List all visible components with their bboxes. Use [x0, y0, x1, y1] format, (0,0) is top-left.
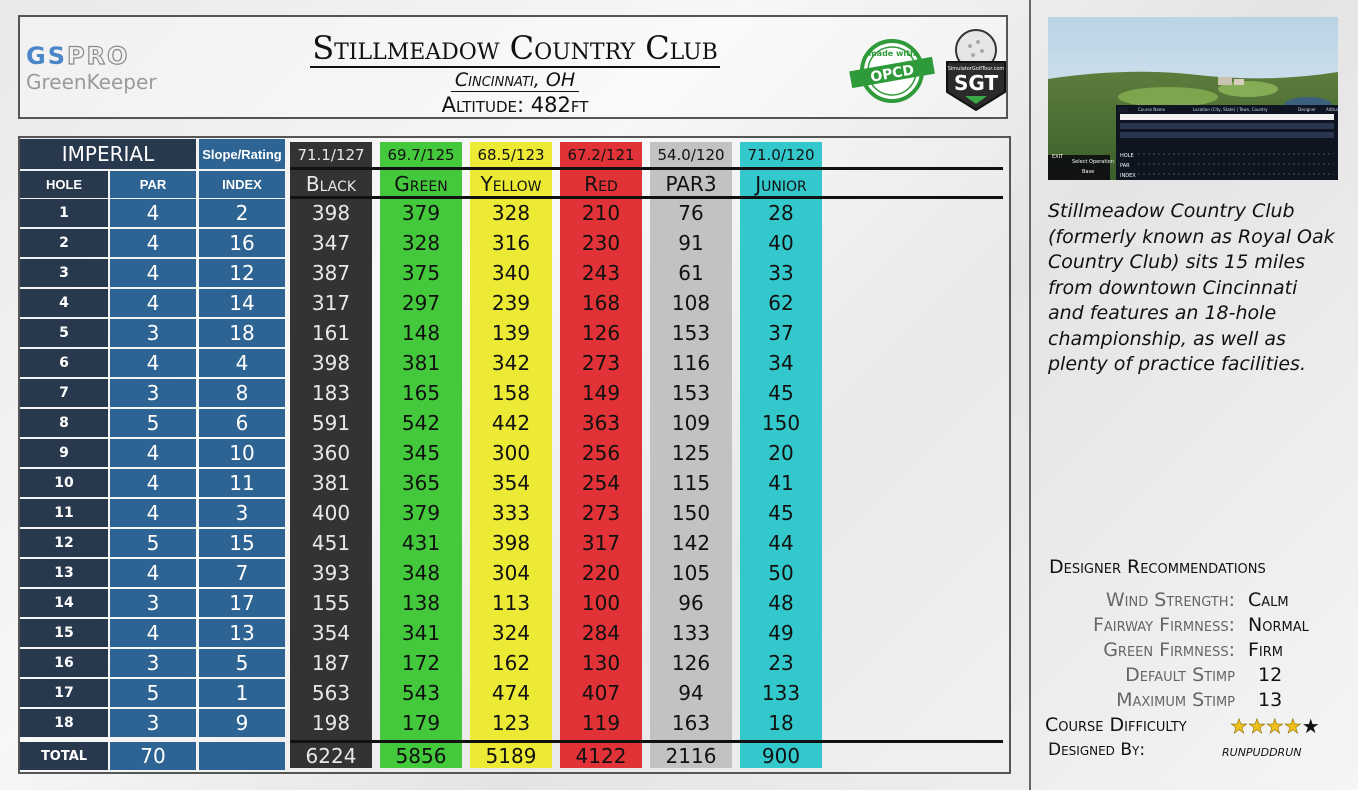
- hole-index: 2: [199, 199, 285, 227]
- table-rule: [290, 167, 1003, 170]
- tee-yardage: 297: [401, 291, 441, 315]
- hole-index: 8: [199, 379, 285, 407]
- tee-yardage: 381: [311, 471, 351, 495]
- tee-yardage: 328: [491, 201, 531, 225]
- hole-index: 13: [199, 619, 285, 647]
- tee-yardage: 33: [768, 261, 794, 285]
- table-rule: [290, 740, 1003, 743]
- tee-yardage: 431: [401, 531, 441, 555]
- tee-yardage: 172: [401, 651, 441, 675]
- tee-total: 5189: [485, 744, 537, 768]
- tee-name: Yellow: [480, 172, 542, 196]
- hole-number: 6: [20, 349, 108, 377]
- tee-yardage: 50: [768, 561, 794, 585]
- hole-number: 16: [20, 649, 108, 677]
- tee-yardage: 163: [671, 711, 711, 735]
- tee-yardage: 398: [311, 201, 351, 225]
- tee-yardage: 94: [678, 681, 704, 705]
- hole-index: 14: [199, 289, 285, 317]
- par-header: PAR: [110, 171, 196, 198]
- hole-index: 1: [199, 679, 285, 707]
- course-thumbnail: [1048, 17, 1342, 180]
- thumb-par-label: PAR: [1120, 163, 1130, 169]
- tee-rating: 67.2/121: [560, 142, 642, 167]
- thumb-designer-label: Designer: [1298, 107, 1316, 112]
- tee-yardage: 363: [581, 411, 621, 435]
- recommendation-label: Fairway Firmness:: [1092, 614, 1235, 636]
- index-header: INDEX: [199, 171, 285, 198]
- tee-column-yellow: [470, 168, 552, 768]
- tee-yardage: 317: [581, 531, 621, 555]
- recommendation-value: 12: [1258, 664, 1283, 686]
- thumb-base: Base: [1082, 169, 1095, 175]
- recommendation-label: Default Stimp: [1125, 664, 1235, 686]
- recommendation-value: 13: [1258, 689, 1283, 711]
- thumb-exit: EXIT: [1052, 154, 1064, 160]
- tee-yardage: 183: [311, 381, 351, 405]
- tee-yardage: 108: [671, 291, 711, 315]
- tee-yardage: 20: [768, 441, 794, 465]
- hole-index: 4: [199, 349, 285, 377]
- hole-par: 3: [110, 649, 196, 677]
- tee-yardage: 341: [401, 621, 441, 645]
- hole-number: 7: [20, 379, 108, 407]
- tee-yardage: 126: [671, 651, 711, 675]
- hole-par: 4: [110, 199, 196, 227]
- total-label: TOTAL: [20, 742, 108, 770]
- tee-yardage: 284: [581, 621, 621, 645]
- tee-yardage: 61: [678, 261, 704, 285]
- tee-yardage: 49: [768, 621, 794, 645]
- difficulty-label: Course Difficulty: [1045, 714, 1187, 736]
- tee-yardage: 133: [761, 681, 801, 705]
- tee-rating: 71.1/127: [290, 142, 372, 167]
- tee-yardage: 254: [581, 471, 621, 495]
- hole-number: 17: [20, 679, 108, 707]
- hole-par: 4: [110, 559, 196, 587]
- hole-index: 9: [199, 709, 285, 737]
- hole-number: 12: [20, 529, 108, 557]
- thumb-altitude-label: Altitude: [1326, 107, 1342, 112]
- tee-yardage: 40: [768, 231, 794, 255]
- tee-yardage: 109: [671, 411, 711, 435]
- tee-yardage: 442: [491, 411, 531, 435]
- recommendations-title: Designer Recommendations: [1049, 556, 1266, 578]
- tee-yardage: 407: [581, 681, 621, 705]
- tee-yardage: 155: [311, 591, 351, 615]
- hole-par: 4: [110, 469, 196, 497]
- tee-yardage: 563: [311, 681, 351, 705]
- tee-yardage: 220: [581, 561, 621, 585]
- tee-yardage: 125: [671, 441, 711, 465]
- tee-yardage: 328: [401, 231, 441, 255]
- hole-par: 5: [110, 679, 196, 707]
- tee-yardage: 91: [678, 231, 704, 255]
- tee-yardage: 149: [581, 381, 621, 405]
- hole-index: 15: [199, 529, 285, 557]
- tee-yardage: 187: [311, 651, 351, 675]
- tee-yardage: 400: [311, 501, 351, 525]
- tee-yardage: 162: [491, 651, 531, 675]
- tee-yardage: 379: [401, 201, 441, 225]
- hole-par: 4: [110, 289, 196, 317]
- tee-yardage: 591: [311, 411, 351, 435]
- thumb-course-name-label: Course Name: [1138, 107, 1166, 112]
- tee-yardage: 316: [491, 231, 531, 255]
- tee-yardage: 153: [671, 381, 711, 405]
- tee-yardage: 44: [768, 531, 794, 555]
- tee-yardage: 28: [768, 201, 794, 225]
- tee-yardage: 239: [491, 291, 531, 315]
- tee-yardage: 45: [768, 501, 794, 525]
- slope-rating-label: Slope/Rating: [199, 139, 285, 169]
- course-name: Stillmeadow Country Club: [312, 29, 718, 67]
- panel-divider: [1029, 0, 1031, 790]
- hole-par: 3: [110, 709, 196, 737]
- hole-index: 3: [199, 499, 285, 527]
- hole-par: 4: [110, 259, 196, 287]
- tee-yardage: 198: [311, 711, 351, 735]
- tee-column-black: [290, 168, 372, 768]
- hole-index: 7: [199, 559, 285, 587]
- hole-par: 3: [110, 589, 196, 617]
- hole-index: 17: [199, 589, 285, 617]
- designed-by-label: Designed By:: [1048, 740, 1146, 760]
- tee-yardage: 474: [491, 681, 531, 705]
- recommendation-label: Maximum Stimp: [1116, 689, 1235, 711]
- hole-number: 4: [20, 289, 108, 317]
- tee-yardage: 256: [581, 441, 621, 465]
- thumb-hole-label: HOLE: [1120, 153, 1134, 159]
- recommendation-value: Firm: [1248, 639, 1284, 661]
- tee-total: 2116: [665, 744, 717, 768]
- tee-yardage: 113: [491, 591, 531, 615]
- tee-rating: 71.0/120: [740, 142, 822, 167]
- hole-number: 2: [20, 229, 108, 257]
- hole-par: 4: [110, 439, 196, 467]
- hole-index: 5: [199, 649, 285, 677]
- hole-par: 3: [110, 319, 196, 347]
- tee-total: 5856: [395, 744, 447, 768]
- tee-yardage: 375: [401, 261, 441, 285]
- hole-index: 6: [199, 409, 285, 437]
- tee-yardage: 158: [491, 381, 531, 405]
- tee-yardage: 34: [768, 351, 794, 375]
- tee-yardage: 348: [401, 561, 441, 585]
- tee-yardage: 379: [401, 501, 441, 525]
- tee-yardage: 62: [768, 291, 794, 315]
- hole-number: 5: [20, 319, 108, 347]
- star-filled-icon: ★: [1247, 714, 1266, 738]
- course-altitude: Altitude: 482ft: [441, 93, 589, 117]
- hole-number: 1: [20, 199, 108, 227]
- tee-yardage: 210: [581, 201, 621, 225]
- hole-par: 4: [110, 499, 196, 527]
- opcd-top-text: made with: [868, 49, 916, 58]
- tee-yardage: 115: [671, 471, 711, 495]
- tee-yardage: 273: [581, 351, 621, 375]
- hole-header: HOLE: [20, 171, 108, 198]
- tee-yardage: 139: [491, 321, 531, 345]
- tee-name: PAR3: [665, 172, 717, 196]
- hole-index: 16: [199, 229, 285, 257]
- hole-number: 8: [20, 409, 108, 437]
- hole-par: 5: [110, 529, 196, 557]
- tee-yardage: 347: [311, 231, 351, 255]
- hole-par: 4: [110, 349, 196, 377]
- tee-column-green: [380, 168, 462, 768]
- hole-number: 15: [20, 619, 108, 647]
- tee-yardage: 168: [581, 291, 621, 315]
- tee-yardage: 48: [768, 591, 794, 615]
- tee-name: Green: [394, 172, 448, 196]
- tee-name: Black: [305, 172, 357, 196]
- tee-total: 4122: [575, 744, 627, 768]
- opcd-text: OPCD: [869, 62, 916, 86]
- hole-par: 5: [110, 409, 196, 437]
- imperial-label: IMPERIAL: [20, 139, 196, 169]
- tee-column-par3: [650, 168, 732, 768]
- tee-name: Red: [584, 172, 618, 196]
- tee-yardage: 126: [581, 321, 621, 345]
- tee-yardage: 398: [491, 531, 531, 555]
- thumb-index-label: INDEX: [1120, 173, 1136, 179]
- tee-yardage: 153: [671, 321, 711, 345]
- tee-yardage: 150: [671, 501, 711, 525]
- tee-yardage: 354: [311, 621, 351, 645]
- recommendation-label: Wind Strength:: [1105, 589, 1235, 611]
- tee-rating: 54.0/120: [650, 142, 732, 167]
- tee-yardage: 123: [491, 711, 531, 735]
- hole-number: 13: [20, 559, 108, 587]
- hole-par: 4: [110, 619, 196, 647]
- tee-yardage: 100: [581, 591, 621, 615]
- sgt-text: SGT: [953, 71, 999, 95]
- tee-yardage: 393: [311, 561, 351, 585]
- tee-yardage: 360: [311, 441, 351, 465]
- tee-total: 900: [761, 744, 801, 768]
- tee-yardage: 398: [311, 351, 351, 375]
- tee-yardage: 161: [311, 321, 351, 345]
- hole-number: 9: [20, 439, 108, 467]
- table-rule: [290, 196, 1003, 199]
- hole-par: 3: [110, 379, 196, 407]
- tee-yardage: 165: [401, 381, 441, 405]
- thumb-select-operation: Select Operation: [1072, 159, 1114, 165]
- tee-column-red: [560, 168, 642, 768]
- star-filled-icon: ★: [1283, 714, 1302, 738]
- tee-yardage: 365: [401, 471, 441, 495]
- designer-name: runpuddrun: [1222, 742, 1302, 760]
- tee-yardage: 340: [491, 261, 531, 285]
- star-filled-icon: ★: [1265, 714, 1284, 738]
- tee-yardage: 138: [401, 591, 441, 615]
- sgt-top-text: SimulatorGolfTour.com: [947, 66, 1005, 72]
- tee-yardage: 543: [401, 681, 441, 705]
- tee-yardage: 133: [671, 621, 711, 645]
- tee-yardage: 96: [678, 591, 704, 615]
- logo-brand: GSPRO: [26, 42, 130, 70]
- tee-name: Junior: [755, 172, 807, 196]
- difficulty-stars: [1230, 714, 1320, 738]
- tee-yardage: 45: [768, 381, 794, 405]
- tee-yardage: 542: [401, 411, 441, 435]
- tee-yardage: 345: [401, 441, 441, 465]
- recommendation-label: Green Firmness:: [1103, 639, 1235, 661]
- tee-yardage: 150: [761, 411, 801, 435]
- tee-yardage: 381: [401, 351, 441, 375]
- tee-yardage: 23: [768, 651, 794, 675]
- tee-yardage: 130: [581, 651, 621, 675]
- hole-number: 18: [20, 709, 108, 737]
- tee-yardage: 116: [671, 351, 711, 375]
- tee-rating: 68.5/123: [470, 142, 552, 167]
- tee-yardage: 230: [581, 231, 621, 255]
- difficulty-row: [1045, 714, 1187, 736]
- tee-yardage: 37: [768, 321, 794, 345]
- tee-yardage: 300: [491, 441, 531, 465]
- course-description: Stillmeadow Country Club (formerly known as Royal Oak Country Club) sits 15 miles from downtown Cincinnati and features an 18-hole championship, as well as plenty of practice facilities.: [1048, 200, 1335, 375]
- tee-yardage: 273: [581, 501, 621, 525]
- tee-yardage: 342: [491, 351, 531, 375]
- tee-yardage: 387: [311, 261, 351, 285]
- tee-yardage: 148: [401, 321, 441, 345]
- tee-yardage: 76: [678, 201, 704, 225]
- tee-yardage: 179: [401, 711, 441, 735]
- tee-yardage: 243: [581, 261, 621, 285]
- tee-column-junior: [740, 168, 822, 768]
- tee-yardage: 142: [671, 531, 711, 555]
- par-total: 70: [110, 742, 196, 770]
- hole-index: 12: [199, 259, 285, 287]
- tee-yardage: 324: [491, 621, 531, 645]
- tee-yardage: 18: [768, 711, 794, 735]
- tee-yardage: 41: [768, 471, 794, 495]
- star-empty-icon: ★: [1301, 714, 1320, 738]
- recommendation-value: Normal: [1248, 614, 1309, 636]
- tee-yardage: 354: [491, 471, 531, 495]
- tee-yardage: 317: [311, 291, 351, 315]
- tee-total: 6224: [305, 744, 357, 768]
- hole-index: 10: [199, 439, 285, 467]
- tee-yardage: 119: [581, 711, 621, 735]
- tee-yardage: 105: [671, 561, 711, 585]
- thumb-location-label: Location (City, State) | Town, Country: [1193, 107, 1268, 112]
- course-location: Cincinnati, OH: [451, 69, 579, 92]
- star-filled-icon: ★: [1230, 714, 1248, 738]
- tee-yardage: 451: [311, 531, 351, 555]
- logo-subtitle: GreenKeeper: [26, 70, 157, 94]
- tee-rating: 69.7/125: [380, 142, 462, 167]
- hole-index: 18: [199, 319, 285, 347]
- hole-number: 11: [20, 499, 108, 527]
- tee-yardage: 304: [491, 561, 531, 585]
- recommendation-value: Calm: [1248, 589, 1289, 611]
- hole-number: 3: [20, 259, 108, 287]
- hole-index: 11: [199, 469, 285, 497]
- tee-yardage: 333: [491, 501, 531, 525]
- hole-par: 4: [110, 229, 196, 257]
- hole-number: 10: [20, 469, 108, 497]
- index-total-empty: [199, 742, 285, 770]
- hole-number: 14: [20, 589, 108, 617]
